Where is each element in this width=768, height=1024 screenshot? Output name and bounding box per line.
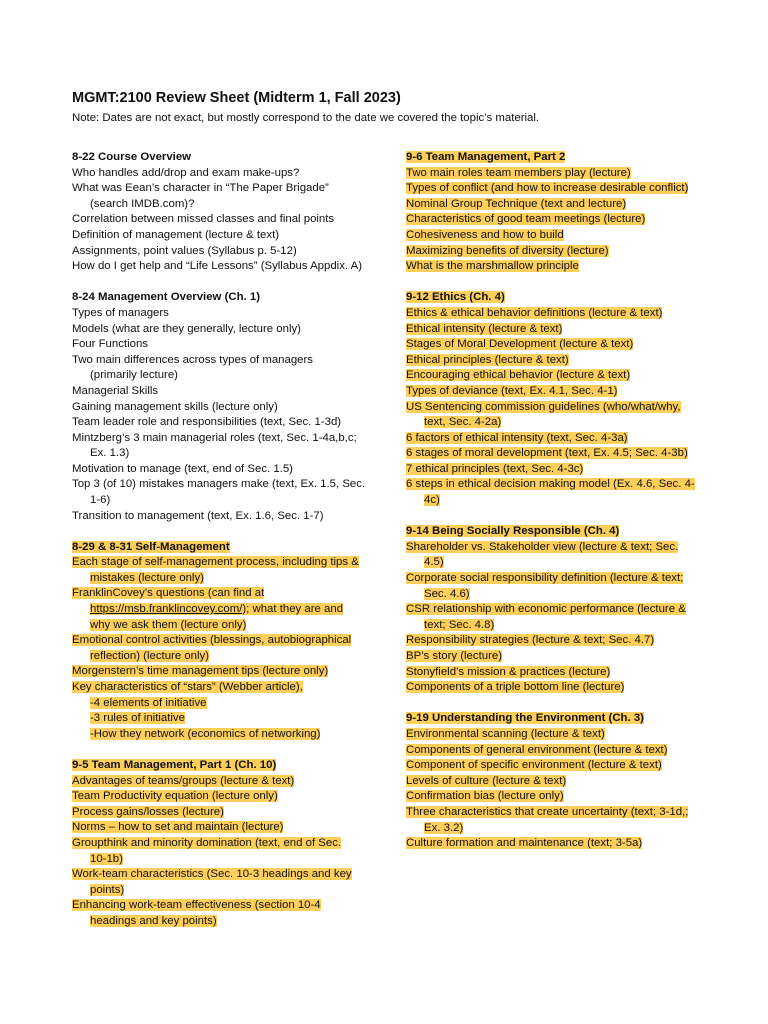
review-item [72,618,372,634]
page-note: Note: Dates are not exact, but mostly correspond to the date we covered the topic’s material. [72,112,540,124]
review-item [406,758,700,774]
review-item-text: Assignments, point values (Syllabus p. 5-12) [72,244,297,257]
review-item-text: CSR relationship with economic performance (lecture & [406,603,686,616]
review-item-text: Emotional control activities (blessings, autobiographical [72,634,352,647]
review-item [72,306,372,322]
section-heading [406,290,700,306]
review-item [72,883,372,899]
review-item-text: Sec. 4.6) [424,587,470,600]
review-item [72,368,372,384]
section-heading-text: 9-12 Ethics (Ch. 4) [406,291,505,304]
review-item-text: Component of specific environment (lecture & text) [406,759,662,772]
section-heading [406,524,700,540]
review-item [406,353,700,369]
review-item [72,197,372,213]
review-item-text: Components of general environment (lecture & text) [406,743,668,756]
review-item [72,353,372,369]
left-column [72,150,372,945]
review-item [72,914,372,930]
review-item-text: Process gains/losses (lecture) [72,805,224,818]
review-item [406,228,700,244]
review-item-text: Gaining management skills (lecture only) [72,400,278,413]
review-item-text: Shareholder vs. Stakeholder view (lecture & text; Sec. [406,540,679,553]
review-item-text: Maximizing benefits of diversity (lecture) [406,244,609,257]
review-item-text: Culture formation and maintenance (text; 3-5a) [406,837,643,850]
review-item-text: Types of managers [72,306,169,319]
review-item [72,228,372,244]
review-item-text: 6 factors of ethical intensity (text, Sec. 4-3a) [406,431,628,444]
review-item [406,774,700,790]
review-item [72,259,372,275]
review-item [406,680,700,696]
page-title: MGMT:2100 Review Sheet (Midterm 1, Fall 2023) [72,90,401,106]
review-item-text: Norms – how to set and maintain (lecture) [72,821,284,834]
review-item [406,633,700,649]
review-item [406,493,700,509]
review-item [72,836,372,852]
review-item-text: Cohesiveness and how to build [406,228,564,241]
review-item [406,306,700,322]
review-item-text: Characteristics of good team meetings (lecture) [406,213,646,226]
review-item [406,727,700,743]
review-item [406,555,700,571]
review-item-text: Groupthink and minority domination (text, end of Sec. [72,836,342,849]
review-item [72,509,372,525]
review-item [72,181,372,197]
review-item [406,259,700,275]
review-item-text: points) [90,883,125,896]
review-item-text: Ethical intensity (lecture & text) [406,322,563,335]
review-item-text: Components of a triple bottom line (lecture) [406,681,625,694]
review-item-text: What was Eean’s character in “The Paper Brigade” [72,182,329,195]
review-item-text: -How they network (economics of networking) [90,727,321,740]
review-item-text: Two main differences across types of managers [72,353,314,366]
review-item [72,711,372,727]
section-right-2 [406,524,700,696]
review-item [72,415,372,431]
review-item [406,197,700,213]
review-item-text: Ex. 3.2) [424,821,464,834]
review-item-text: BP’s story (lecture) [406,650,503,662]
review-item-text: why we ask them (lecture only) [90,618,247,631]
review-item [406,618,700,634]
section-right-0 [406,150,700,275]
review-item [72,244,372,260]
review-item-text: Ethics & ethical behavior definitions (lecture & text) [406,306,663,319]
review-item [406,244,700,260]
review-item [72,212,372,228]
review-item [406,322,700,338]
review-item-text: Stages of Moral Development (lecture & text) [406,338,634,351]
review-item [72,852,372,868]
review-item [406,587,700,603]
review-item [72,322,372,338]
review-item [72,493,372,509]
review-item-text: 7 ethical principles (text, Sec. 4-3c) [406,462,584,475]
review-item-text: Definition of management (lecture & text) [72,228,280,241]
review-item-text: Morgenstern’s time management tips (lecture only) [72,665,329,678]
review-item-text: Motivation to manage (text, end of Sec. 1.5) [72,462,293,475]
section-heading-text: 9-6 Team Management, Part 2 [406,151,566,163]
section-left-2 [72,540,372,743]
review-item [406,462,700,478]
review-item-text: Enhancing work-team effectiveness (section 10-4 [72,899,321,912]
review-item-text: (search IMDB.com)? [90,197,195,210]
review-item-text: Who handles add/drop and exam make-ups? [72,166,300,179]
review-item-text: Types of conflict (and how to increase desirable conflict) [406,182,689,195]
review-item-text: -4 elements of initiative [90,696,207,709]
section-heading-text: 9-14 Being Socially Responsible (Ch. 4) [406,525,620,538]
review-item-text: Nominal Group Technique (text and lecture) [406,197,627,210]
review-item [72,586,372,602]
review-item-text: 10-1b) [90,852,123,865]
review-item-text: Two main roles team members play (lecture) [406,166,631,179]
review-item [406,743,700,759]
section-heading-text: 8-29 & 8-31 Self-Management [72,540,230,553]
section-heading [406,711,700,727]
review-item-text: Team Productivity equation (lecture only) [72,790,278,803]
review-item-text: 6 stages of moral development (text, Ex. 4.5; Sec. 4-3b) [406,447,688,460]
review-item-text: Levels of culture (lecture & text) [406,774,567,787]
review-item [406,805,700,821]
right-column [406,150,700,867]
review-item [72,789,372,805]
review-item-text: Three characteristics that create uncertainty (text; 3-1d,; [406,805,689,818]
review-item-text: text, Sec. 4-2a) [424,416,502,429]
review-item-text: Managerial Skills [72,384,159,397]
review-item [406,337,700,353]
review-item [72,664,372,680]
review-item-text: Team leader role and responsibilities (text, Sec. 1-3d) [72,416,342,429]
review-item-text: 6 steps in ethical decision making model (Ex. 4.6, Sec. 4- [406,478,695,491]
review-item-text: Correlation between missed classes and final points [72,213,335,226]
section-heading [72,150,372,166]
section-heading [72,290,372,306]
review-item-text: Types of deviance (text, Ex. 4.1, Sec. 4-1) [406,384,618,397]
review-item-text: Advantages of teams/groups (lecture & text) [72,774,295,787]
review-item [72,680,372,696]
review-item [72,431,372,447]
review-item-text: Top 3 (of 10) mistakes managers make (text, Ex. 1.5, Sec. [72,478,366,491]
review-item [72,571,372,587]
review-item [406,649,700,665]
review-item [72,649,372,665]
review-item [72,400,372,416]
review-item [72,727,372,743]
section-heading [406,150,700,166]
review-item [406,431,700,447]
review-item [406,571,700,587]
review-item-text: What is the marshmallow principle [406,260,579,273]
review-item-text: Environmental scanning (lecture & text) [406,727,605,740]
review-item [72,446,372,462]
section-heading-text: 8-22 Course Overview [72,151,192,163]
review-item-text: US Sentencing commission guidelines (who/what/why, [406,400,681,413]
review-item-text: headings and key points) [90,914,217,927]
review-item-text [90,603,343,615]
review-item-text: 1-6) [90,494,111,507]
review-item [72,555,372,571]
review-item-text: Models (what are they generally, lecture only) [72,322,301,335]
review-item [406,602,700,618]
review-item [406,789,700,805]
review-item [406,540,700,556]
review-item [72,774,372,790]
review-item [72,384,372,400]
franklincovey-link[interactable]: https://msb.franklincovey.com/ [90,603,243,616]
review-item [406,665,700,681]
review-item-text: Ethical principles (lecture & text) [406,353,569,366]
review-item-text: (primarily lecture) [90,369,178,382]
review-item [72,867,372,883]
section-left-1 [72,290,372,524]
section-left-3 [72,758,372,930]
review-item-text: mistakes (lecture only) [90,571,204,584]
review-item-text: Confirmation bias (lecture only) [406,790,564,803]
section-heading [72,758,372,774]
review-item-text: Transition to management (text, Ex. 1.6, Sec. 1-7) [72,509,324,522]
review-item [72,633,372,649]
review-item [406,212,700,228]
review-item [406,400,700,416]
review-item [406,368,700,384]
review-item [72,898,372,914]
review-item-text: reflection) (lecture only) [90,649,210,662]
review-item-text: -3 rules of initiative [90,712,185,725]
section-left-0 [72,150,372,275]
review-item-text-rest: ); what they are and [242,603,344,616]
review-item [72,166,372,182]
review-item-text: How do I get help and “Life Lessons” (Syllabus Appdix. A) [72,260,362,273]
review-item [72,462,372,478]
review-item-text: Ex. 1.3) [90,447,130,460]
review-item [406,384,700,400]
review-item [406,415,700,431]
review-item-text: Four Functions [72,338,148,351]
review-item-text: Responsibility strategies (lecture & text; Sec. 4.7) [406,634,655,647]
review-item [72,805,372,821]
review-item-text: Each stage of self-management process, including tips & [72,556,359,569]
review-item [72,337,372,353]
section-heading [72,540,372,556]
review-item [72,820,372,836]
review-item-text: Key characteristics of “stars” (Webber article), [72,680,303,693]
section-right-3 [406,711,700,851]
review-item [72,477,372,493]
review-item [406,446,700,462]
review-item-text: Encouraging ethical behavior (lecture & text) [406,369,631,382]
review-item-text: 4c) [424,494,440,507]
review-item-text: Mintzberg’s 3 main managerial roles (text, Sec. 1-4a,b,c; [72,431,357,444]
section-heading-text: 9-5 Team Management, Part 1 (Ch. 10) [72,758,277,771]
review-item [72,696,372,712]
review-item [406,821,700,837]
review-item [406,836,700,852]
review-item [72,602,372,618]
section-heading-text: 9-19 Understanding the Environment (Ch. 3) [406,712,644,725]
review-item [406,477,700,493]
review-item-text: FranklinCovey’s questions (can find at [72,587,265,600]
review-item-text: Stonyfield’s mission & practices (lecture) [406,665,611,678]
review-item-text: 4.5) [424,556,444,569]
review-item [406,181,700,197]
review-item-text: Corporate social responsibility definition (lecture & text; [406,572,684,585]
review-item-text: text; Sec. 4.8) [424,618,495,631]
review-item-text: Work-team characteristics (Sec. 10-3 headings and key [72,868,352,881]
review-item [406,166,700,182]
section-heading-text: 8-24 Management Overview (Ch. 1) [72,291,261,304]
section-right-1 [406,290,700,508]
